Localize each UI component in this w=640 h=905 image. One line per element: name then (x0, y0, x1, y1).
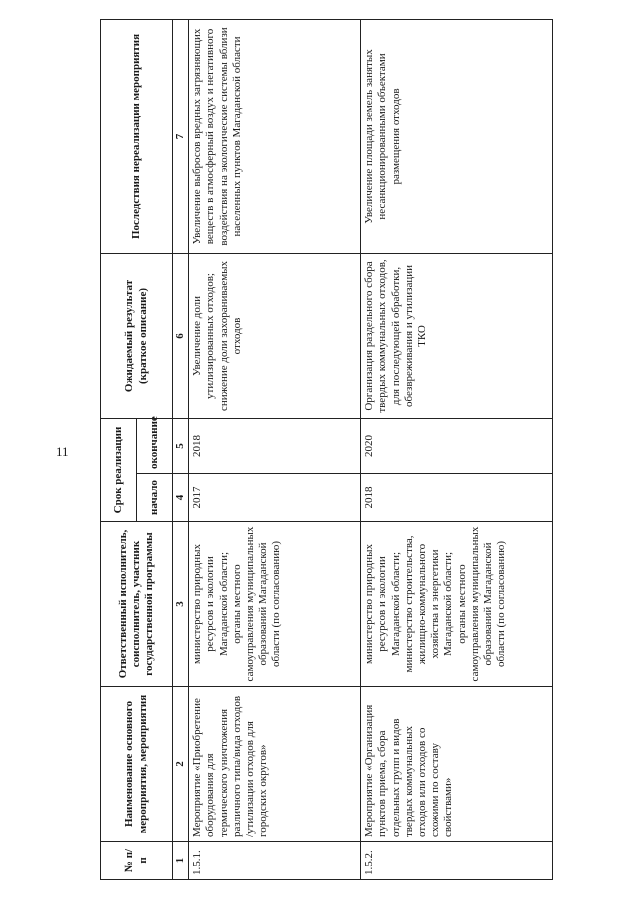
header-start: начало (137, 474, 173, 522)
header-term: Срок реализации (101, 418, 137, 521)
header-end: окончание (137, 418, 173, 473)
row-result: Организация раздельного сбора твердых коммунальных отходов, для последующей обработки, обезвреживания и утилизации ТКО (361, 253, 553, 418)
column-number: 4 (173, 474, 189, 522)
row-responsible: министерство природных ресурсов и экологии Магаданской области; министерство строительства, жилищно-коммунального хозяйства и энергетики Магаданской области; органы местного самоуправления муниципальных образований Магаданской области (по согласованию) (361, 522, 553, 687)
row-end: 2018 (189, 418, 361, 473)
row-consequence: Увеличение площади земель занятых несанкционированными объектами размещения отходов (361, 19, 553, 253)
row-name: Мероприятие «Приобретение оборудования для термического уничтожения различного типа/вида отходов /утилизации отходов для городских округов» (189, 687, 361, 842)
header-num: № п/п (101, 842, 173, 880)
table-row (189, 19, 361, 879)
row-num: 1.5.1. (189, 842, 361, 880)
measures-table (100, 19, 553, 880)
row-consequence: Увеличение выбросов вредных загрязняющих веществ в атмосферный воздух и негативного воздействия на экологические системы вблизи населенных пунктов Магаданской области (189, 19, 361, 253)
column-number: 6 (173, 253, 189, 418)
row-result: Увеличение доли утилизированных отходов; снижение доли захораниваемых отходов (189, 253, 361, 418)
row-name: Мероприятие «Организация пунктов приема, сбора отдельных групп и видов твердых коммунальных отходов или отходов со схожими по составу свойствами» (361, 687, 553, 842)
row-end: 2020 (361, 418, 553, 473)
column-number: 7 (173, 19, 189, 253)
row-responsible: министерство природных ресурсов и экологии Магаданской области; органы местного самоуправления муниципальных образований Магаданской области (по согласованию) (189, 522, 361, 687)
row-start: 2018 (361, 474, 553, 522)
row-start: 2017 (189, 474, 361, 522)
header-consequence: Последствия нереализации мероприятия (101, 19, 173, 253)
column-number: 1 (173, 842, 189, 880)
rotated-table-container (100, 20, 550, 880)
page-number: 11 (56, 444, 69, 459)
column-number: 2 (173, 687, 189, 842)
header-responsible: Ответственный исполнитель, соисполнитель, участник государственной программы (101, 522, 173, 687)
header-name: Наименование основного мероприятия, мероприятия (101, 687, 173, 842)
table-row (361, 19, 553, 879)
row-num: 1.5.2. (361, 842, 553, 880)
column-number: 3 (173, 522, 189, 687)
header-result: Ожидаемый результат (краткое описание) (101, 253, 173, 418)
column-number: 5 (173, 418, 189, 473)
